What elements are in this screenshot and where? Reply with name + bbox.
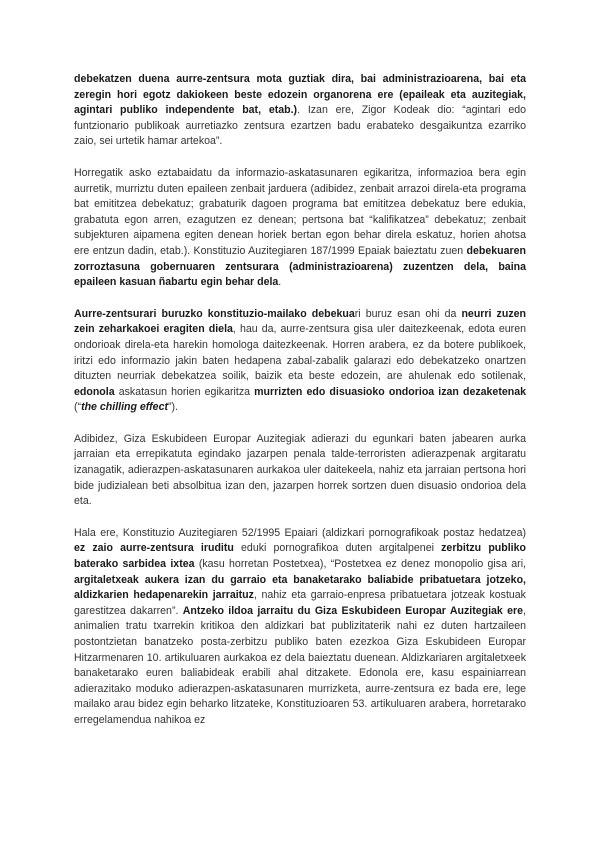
paragraph-3-text-5: ”). (168, 401, 178, 414)
paragraph-5-text-5: , animalien tratu txarrekin kritikoa den aldizkari bat publizitaterik nahi ez duten hartzaileen postontzietan banatzeko posta-zerbitzu publiko baten ezezkoa Giza Eskubideen Europar Hitzarmenaren 10. artikuluaren aurkakoa ez dela baieztatu duenean. Aldizkariaren argitaletxeek banaketarako euren baliabideak erabili ahal ditzakete. Edonola ere, kasu espainiarrean adierazitako moduko adierazpen-askatasunaren murrizketa, aurre-zentsura ez bada ere, lege mailako arau bidez egin beharko litzateke, Konstituzioaren 53. artikuluaren arabera, horretarako erregelamendua nahikoa ez (74, 604, 526, 726)
paragraph-1-bold-1: debekatzen duena aurre-zentsura mota guztiak dira, bai administrazioarena, bai eta zeregin hori egotz dakiokeen beste edozein organorena ere (epaileak eta auzitegiak, agintari publiko independente bat, etab.) (74, 73, 526, 117)
paragraph-3-text-1: ri buruz esan ohi da (354, 307, 462, 320)
paragraph-1-text-1: . Izan ere, Zigor Kodeak dio: “agintari edo funtzionario publikoak aurretiazko zentsura ezartzen badu erabateko desgaikuntza ezarriko zaio, sei urtetik hamar artekoa”. (74, 104, 526, 148)
paragraph-5-text-4: , nahiz eta garraio-enpresa pribatuetara jotzeak kostuak garestitzea dakarren”. (74, 589, 526, 617)
paragraph-3-text-2: , hau da, aurre-zentsura gisa uler daitezkeenak, edota euren ondorioak direla-eta harekin homologa daitezkeenak. Horren arabera, ez da botere publikoek, iritzi edo informazio jakin baten hedapena zabal-zabalik galarazi edo debekatzeko onartzen dituzten neurriak debekatzea soilik, baizik eta beste edozein, are ahulenak edo sotilenak, (74, 323, 526, 383)
paragraph-5-bold-2: zerbitzu publiko baterako sarbidea ixtea (74, 542, 526, 571)
paragraph-3-text-3: askatasun horien egikaritza (114, 385, 255, 398)
paragraph-3 (74, 307, 526, 416)
paragraph-3-bold-4: murrizten edo disuasioko ondorioa izan dezaketenak (254, 385, 526, 398)
paragraph-3-bold-1: Aurre-zentsurari buruzko konstituzio-mailako debekua (74, 307, 355, 320)
paragraph-4-text-1: Adibidez, Giza Eskubideen Europar Auzitegiak adierazi du egunkari baten jabearen aurka jarraian eta errepikatuta egindako jazarpen penala talde-terroristen adierazpenak argitaratu izanagatik, adierazpen-askatasunaren aurkakoa uler daitekeela, nahiz eta jarraian pertsona hori bide judizialean beti absolbitua izan den, jazarpen horrek sortzen duen disuasio ondorioa dela eta. (74, 432, 526, 508)
paragraph-5-text-1: Hala ere, Konstituzio Auzitegiaren 52/1995 Epaiari (aldizkari pornografikoak postaz hedatzea) (74, 526, 526, 539)
document-page (74, 72, 526, 745)
paragraph-5-text-3: (kasu horretan Postetxea), “Postetxea ez denez monopolio gisa ari, (194, 558, 526, 571)
paragraph-3-bold-3: edonola (74, 385, 115, 398)
paragraph-5-bold-1: ez zaio aurre-zentsura iruditu (74, 542, 234, 555)
paragraph-5-bold-4: Antzeko ildoa jarraitu du Giza Eskubideen Europar Auzitegiak ere (182, 604, 524, 617)
paragraph-4 (74, 432, 526, 510)
paragraph-2-text-1: Horregatik asko eztabaidatu da informazio-askatasunaren egikaritza, informazioa bera egin aurretik, murriztu duten epaileen zenbait jarduera (adibidez, zenbait arrazoi direla-eta programa bat emititzea debekatuz; grabaturik dagoen programa bat emititzea debekatuz bere edukia, grabatuta egon arren, ezagutzen ez denean; pertsona bat “kalifikatzea” debekatuz; zenbait subjekturen aipamena egiten denean horiek bertan egon behar direla eskatuz, horien ahotsa ere entzun dadin, etab.). Konstituzio Auzitegiaren 187/1999 Epaiak baieztatu zuen (74, 166, 526, 257)
paragraph-2-text-2: . (278, 276, 282, 289)
paragraph-5-bold-3: argitaletxeak aukera izan du garraio eta banaketarako baliabide pribatuetara jotzeko, aldizkarien hedapenarekin jarraituz (74, 573, 526, 602)
paragraph-2-bold-1: debekuaren zorroztasuna gobernuaren zentsurara (administrazioarena) zuzentzen dela, baina epaileen kasuan ñabartu egin behar dela (74, 244, 526, 289)
paragraph-3-bold-italic-1: the chilling effect (81, 401, 168, 414)
paragraph-3-bold-2: neurri zuzen zein zeharkakoei eragiten diela (74, 307, 526, 336)
paragraph-5 (74, 526, 526, 729)
paragraph-5-text-2: eduki pornografikoa duten argitalpenei (233, 542, 442, 555)
paragraph-3-text-4: (“ (74, 401, 82, 414)
paragraph-2 (74, 166, 526, 291)
paragraph-1 (74, 72, 526, 150)
